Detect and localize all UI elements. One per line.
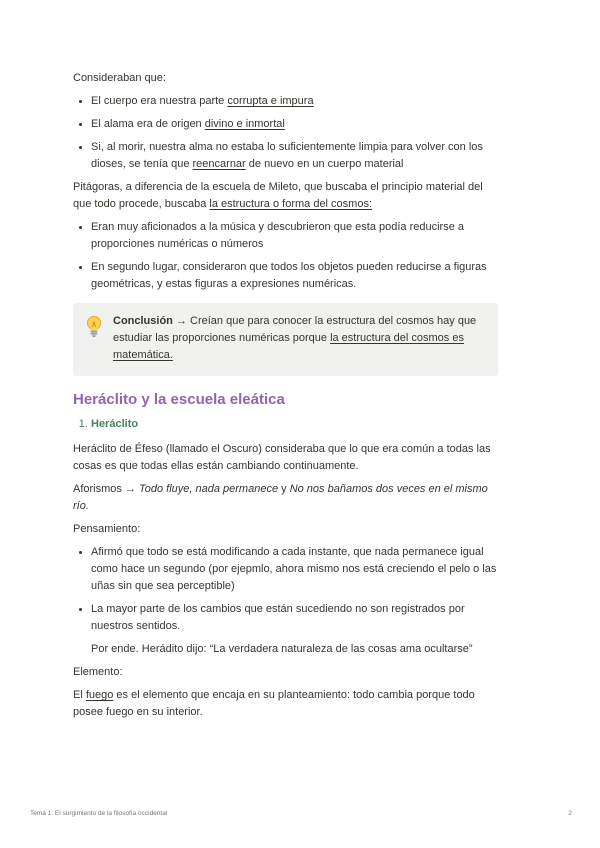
aphorisms-paragraph bbox=[73, 481, 498, 515]
heraclitus-paragraph: Heráclito de Éfeso (llamado el Oscuro) consideraba que lo que era común a todas las cosas es que todas ellas están cambiando continuamente. bbox=[73, 443, 491, 472]
beliefs-list bbox=[73, 93, 498, 173]
section-heading: Heráclito y la escuela eleática bbox=[73, 391, 285, 408]
list-item: • En segundo lugar, consideraron que todos los objetos pueden reducirse a figuras geométricas, y estas figuras a expresiones numéricas. bbox=[91, 259, 498, 293]
lightbulb-icon bbox=[85, 315, 107, 343]
paragraph-text: Pitágoras, a diferencia de la escuela de Mileto, que buscaba el principio material del que todo procede, buscaba bbox=[73, 181, 483, 210]
subsection-list bbox=[73, 416, 498, 433]
list-item bbox=[91, 116, 498, 133]
underlined-text: fuego bbox=[85, 689, 114, 701]
list-item-text: El cuerpo era nuestra parte bbox=[91, 95, 228, 107]
list-item-text: Si, al morir, nuestra alma no estaba lo suficientemente limpia para volver con los dioses, se tenía que bbox=[91, 141, 483, 170]
list-item: • Afirmó que todo se está modificando a cada instante, que nada permanece igual como hace un segundo (por ejepmlo, ahora mismo nos está creciendo el pelo o las uñas sin que sea perceptible) bbox=[91, 544, 498, 595]
list-item: • Eran muy aficionados a la música y descubrieron que esta podía reducirse a proporciones numéricas o números bbox=[91, 219, 498, 253]
underlined-text: la estructura o forma del cosmos: bbox=[209, 198, 373, 210]
page-number: 2 bbox=[568, 810, 572, 817]
footer-title: Tema 1: El surgimiento de la filosofía occidental bbox=[30, 810, 168, 817]
element-paragraph bbox=[73, 687, 498, 721]
list-item bbox=[91, 139, 498, 173]
page-content bbox=[73, 70, 498, 727]
thought-followup: Por ende. Herádito dijo: “La verdadera naturaleza de las cosas ama ocultarse” bbox=[91, 643, 473, 655]
callout-body: Creían que para conocer la estructura del cosmos hay que estudiar las proporciones numéricas porque bbox=[113, 315, 477, 344]
subsection-heading: 1. Heráclito bbox=[91, 416, 498, 433]
element-label: Elemento: bbox=[73, 666, 123, 678]
callout-text bbox=[113, 313, 488, 364]
arrow-glyph: → bbox=[121, 483, 140, 495]
list-item-text: El alama era de origen bbox=[91, 118, 205, 130]
underlined-text: corrupta e impura bbox=[227, 95, 314, 107]
aphorisms-label: Aforismos bbox=[73, 483, 122, 495]
paragraph-text: El bbox=[73, 689, 86, 701]
thought-list bbox=[73, 544, 498, 635]
conjunction-text: y bbox=[278, 483, 290, 495]
aphorism-quote: Todo fluye, nada permanece bbox=[139, 483, 279, 495]
callout-label: Conclusión bbox=[113, 315, 173, 327]
list-item-text: de nuevo en un cuerpo material bbox=[245, 158, 404, 170]
paragraph-text: es el elemento que encaja en su planteamiento: todo cambia porque todo posee fuego en su interior. bbox=[73, 689, 475, 718]
conclusion-callout bbox=[73, 303, 498, 376]
underlined-text: divino e inmortal bbox=[204, 118, 285, 130]
underlined-text: la estructura del cosmos es matemática. bbox=[113, 332, 464, 361]
thought-label: Pensamiento: bbox=[73, 523, 141, 535]
arrow-glyph: → bbox=[172, 315, 191, 327]
list-item bbox=[91, 93, 498, 110]
pythagoras-list bbox=[73, 219, 498, 293]
pythagoras-paragraph bbox=[73, 179, 498, 213]
page-footer bbox=[30, 810, 572, 817]
list-item: • La mayor parte de los cambios que están sucediendo no son registrados por nuestros sentidos. bbox=[91, 601, 498, 635]
intro-paragraph: Consideraban que: bbox=[73, 72, 166, 84]
aphorism-quote: No nos bañamos dos veces en el mismo río. bbox=[73, 483, 488, 512]
underlined-text: reencarnar bbox=[192, 158, 246, 170]
